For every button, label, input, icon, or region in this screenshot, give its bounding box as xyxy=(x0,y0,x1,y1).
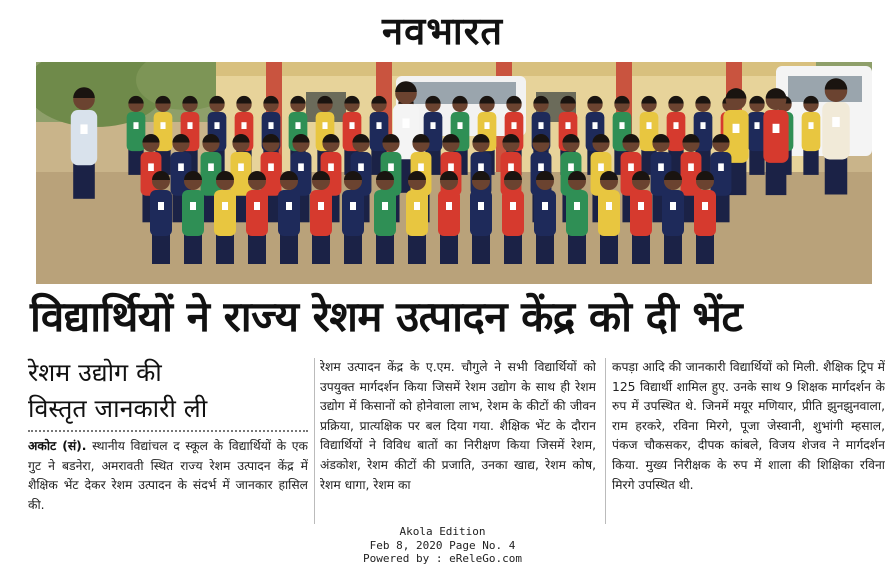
person-figure xyxy=(278,171,300,264)
dotted-divider xyxy=(28,430,308,432)
person-figure xyxy=(342,171,364,264)
article-column-2: रेशम उत्पादन केंद्र के ए.एम. चौगुले ने सभी विद्यार्थियों को उपयुक्त मार्गदर्शन किया जिसमें रेशम उद्योग के साथ ही रेशम उद्योग में किसानों को होनेवाला लाभ, रेशम के कीटों की जीवन प्रक्रिया, प्रात्यक्षिक पर बल दिया गया. शैक्षिक भेंट के दौरान विद्यार्थियों ने विविध बातों का निरीक्षण किया जिसमें रेशम, अंडकोश, रेशम कीटों की प्रजाति, उनका खाद्य, रेशम कोष, रेशम धागा, रेशम का xyxy=(320,360,596,492)
person-figure xyxy=(438,171,460,264)
newspaper-masthead: नवभारत xyxy=(382,9,503,53)
person-figure xyxy=(694,171,716,264)
edition-date-page: Feb 8, 2020 Page No. 4 xyxy=(369,538,516,552)
person-figure xyxy=(822,78,850,194)
subheadline xyxy=(28,355,313,427)
person-figure xyxy=(802,96,821,175)
powered-by: Powered by : eReleGo.com xyxy=(363,552,522,565)
column-divider xyxy=(605,358,606,524)
person-figure xyxy=(310,171,332,264)
person-figure xyxy=(630,171,652,264)
person-figure xyxy=(246,171,268,264)
person-figure xyxy=(534,171,556,264)
group-photo xyxy=(36,62,872,284)
group-photo-illustration xyxy=(36,62,872,284)
person-figure xyxy=(406,171,428,264)
article-column-3: कपड़ा आदि की जानकारी विद्यार्थियों को मिली. शैक्षिक ट्रिप में 125 विद्यार्थी शामिल हुए. उनके साथ 9 शिक्षक मार्गदर्शन के रुप में उपस्थित थे. जिनमें मयूर मणियार, प्रीति झुनझुनवाला, राम हरकरे, रविना मिरगे, पूजा जेस्वानी, शुभांगी म्हसाल, पंकज चौकसकर, दीपक कांबले, विजय शेजव ने मार्गदर्शन किया. मुख्य निरीक्षक के रुप में शाला की शिक्षिका रविना मिरगे उपस्थित थी. xyxy=(612,360,885,492)
person-figure xyxy=(763,88,788,195)
person-figure xyxy=(598,171,620,264)
subheadline-line-2: विस्तृत जानकारी ली xyxy=(28,394,208,423)
dateline: अकोट (सं). xyxy=(28,439,87,453)
edition-footer xyxy=(300,525,585,566)
person-figure xyxy=(214,171,236,264)
person-figure xyxy=(150,171,172,264)
subheadline-line-1: रेशम उद्योग की xyxy=(28,358,162,387)
column-1-text: स्थानीय विद्यांचल द स्कूल के विद्यार्थियों के एक गुट ने बडनेरा, अमरावती स्थित राज्य रेशम उत्पादन केंद्र में शैक्षिक भेंट देकर रेशम उत्पादन के संदर्भ में जानकार हासिल की. xyxy=(28,439,308,512)
column-divider xyxy=(314,358,315,524)
person-figure xyxy=(662,171,684,264)
person-figure xyxy=(71,87,97,199)
headline: विद्यार्थियों ने राज्य रेशम उत्पादन केंद्र को दी भेंट xyxy=(30,292,743,341)
edition-name: Akola Edition xyxy=(399,525,486,538)
article-column-1 xyxy=(28,437,308,519)
person-figure xyxy=(470,171,492,264)
person-figure xyxy=(182,171,204,264)
person-figure xyxy=(502,171,524,264)
person-figure xyxy=(374,171,396,264)
person-figure xyxy=(566,171,588,264)
